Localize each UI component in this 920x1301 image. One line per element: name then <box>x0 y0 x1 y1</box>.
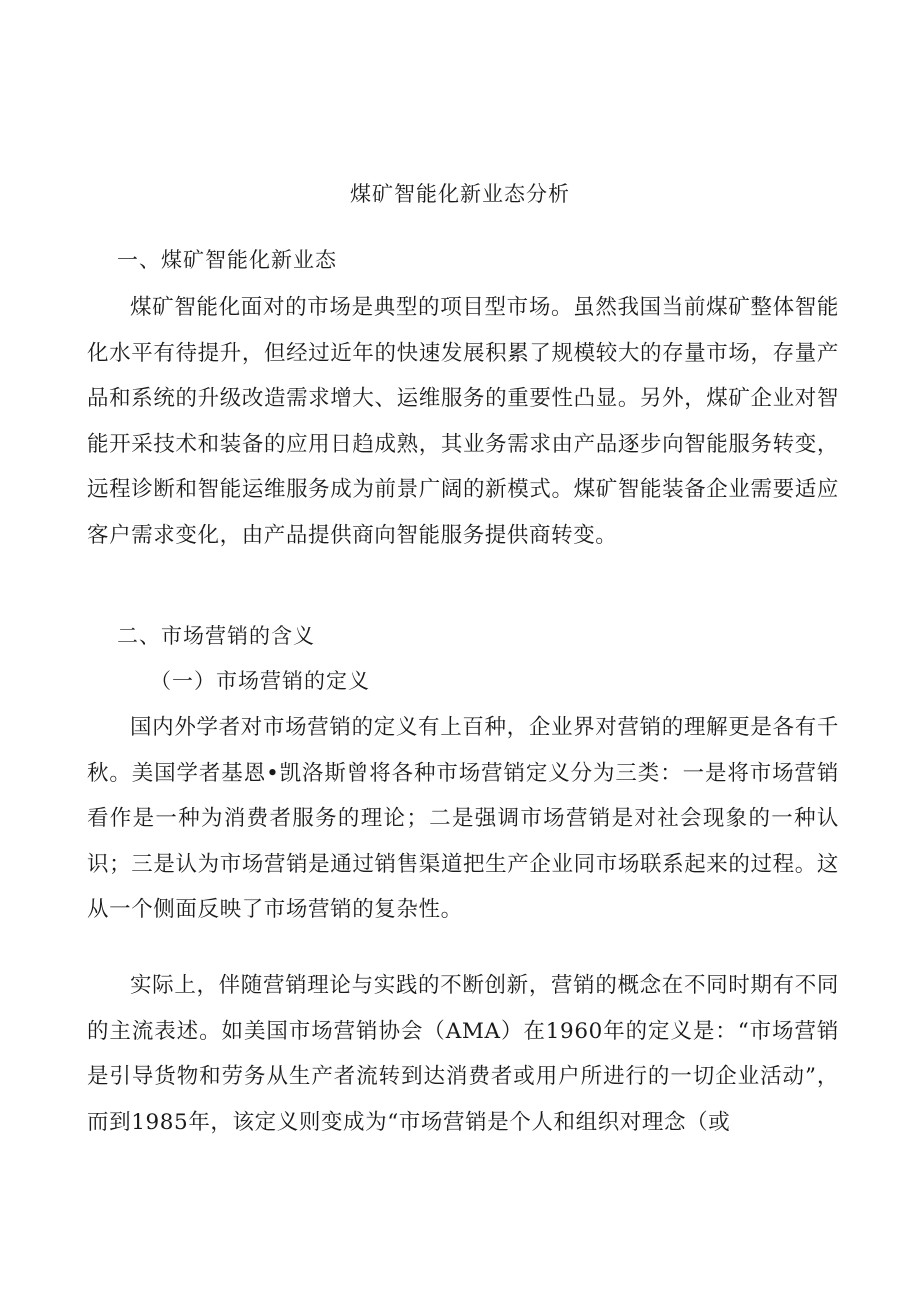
document-title: 煤矿智能化新业态分析 <box>350 182 570 206</box>
section-heading-1: 一、煤矿智能化新业态 <box>117 248 337 272</box>
paragraph-1: 煤矿智能化面对的市场是典型的项目型市场。虽然我国当前煤矿整体智能化水平有待提升，但经过近年的快速发展积累了规模较大的存量市场，存量产品和系统的升级改造需求增大、运维服务的重要性凸显。另外，煤矿企业对智能开采技术和装备的应用日趋成熟，其业务需求由产品逐步向智能服务转变，远程诊断和智能运维服务成为前景广阔的新模式。煤矿智能装备企业需要适应客户需求变化，由产品提供商向智能服务提供商转变。 <box>87 295 839 548</box>
paragraph-3: 实际上，伴随营销理论与实践的不断创新，营销的概念在不同时期有不同的主流表述。如美国市场营销协会（AMA）在1960年的定义是：“市场营销是引导货物和劳务从生产者流转到达消费者或用户所进行的一切企业活动”，而到1985年，该定义则变成为“市场营销是个人和组织对理念（或 <box>87 973 839 1135</box>
section-heading-2: 二、市场营销的含义 <box>117 624 315 648</box>
subsection-heading-1: （一）市场营销的定义 <box>150 669 370 693</box>
paragraph-2: 国内外学者对市场营销的定义有上百种，企业界对营销的理解更是各有千秋。美国学者基恩•凯洛斯曾将各种市场营销定义分为三类：一是将市场营销看作是一种为消费者服务的理论；二是强调市场营销是对社会现象的一种认识；三是认为市场营销是通过销售渠道把生产企业同市场联系起来的过程。这从一个侧面反映了市场营销的复杂性。 <box>87 715 839 922</box>
